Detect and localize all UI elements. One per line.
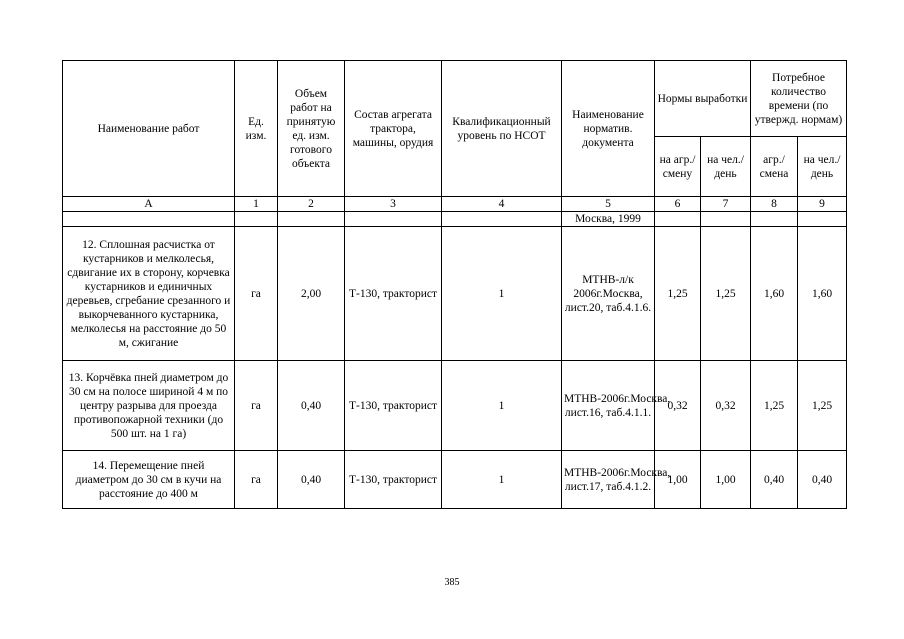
index-cell: 7 bbox=[701, 197, 751, 212]
place-row bbox=[63, 212, 847, 227]
header-unit: Ед. изм. bbox=[235, 61, 278, 197]
norm-person-day-cell: 0,32 bbox=[701, 361, 751, 451]
qualification-cell: 1 bbox=[442, 227, 562, 361]
norm-unit-shift-cell: 1,25 bbox=[655, 227, 701, 361]
table-row bbox=[63, 361, 847, 451]
empty-cell bbox=[798, 212, 847, 227]
qualification-cell: 1 bbox=[442, 451, 562, 509]
page-number: 385 bbox=[444, 577, 460, 588]
time-person-day-cell: 0,40 bbox=[798, 451, 847, 509]
norm-unit-shift-cell: 0,32 bbox=[655, 361, 701, 451]
header-person-day: на чел./ день bbox=[798, 137, 847, 197]
document-cell: МТНВ-л/к 2006г.Москва, лист.20, таб.4.1.6. bbox=[562, 227, 655, 361]
index-cell: 8 bbox=[751, 197, 798, 212]
place-cell: Москва, 1999 bbox=[562, 212, 655, 227]
index-cell: 4 bbox=[442, 197, 562, 212]
index-cell: 9 bbox=[798, 197, 847, 212]
empty-cell bbox=[63, 212, 235, 227]
composition-cell: Т-130, тракторист bbox=[345, 361, 442, 451]
empty-cell bbox=[278, 212, 345, 227]
index-cell: А bbox=[63, 197, 235, 212]
empty-cell bbox=[235, 212, 278, 227]
norm-unit-shift-cell: 1,00 bbox=[655, 451, 701, 509]
composition-cell: Т-130, тракторист bbox=[345, 227, 442, 361]
header-row-top bbox=[63, 61, 847, 137]
header-normative-doc: Наименование норматив. документа bbox=[562, 61, 655, 197]
header-volume: Объем работ на принятую ед. изм. готового объекта bbox=[278, 61, 345, 197]
header-output-norms: Нормы выработки bbox=[655, 61, 751, 137]
empty-cell bbox=[655, 212, 701, 227]
table-row bbox=[63, 451, 847, 509]
table-row bbox=[63, 227, 847, 361]
header-per-person-day: на чел./ день bbox=[701, 137, 751, 197]
empty-cell bbox=[701, 212, 751, 227]
empty-cell bbox=[345, 212, 442, 227]
time-person-day-cell: 1,60 bbox=[798, 227, 847, 361]
header-per-unit-shift: на агр./ смену bbox=[655, 137, 701, 197]
volume-cell: 0,40 bbox=[278, 361, 345, 451]
index-cell: 5 bbox=[562, 197, 655, 212]
norm-person-day-cell: 1,25 bbox=[701, 227, 751, 361]
norms-table bbox=[62, 60, 847, 509]
index-cell: 3 bbox=[345, 197, 442, 212]
unit-cell: га bbox=[235, 451, 278, 509]
norm-person-day-cell: 1,00 bbox=[701, 451, 751, 509]
qualification-cell: 1 bbox=[442, 361, 562, 451]
composition-cell: Т-130, тракторист bbox=[345, 451, 442, 509]
unit-cell: га bbox=[235, 361, 278, 451]
time-unit-shift-cell: 1,60 bbox=[751, 227, 798, 361]
header-unit-shift: агр./ смена bbox=[751, 137, 798, 197]
time-unit-shift-cell: 0,40 bbox=[751, 451, 798, 509]
time-person-day-cell: 1,25 bbox=[798, 361, 847, 451]
header-work-name: Наименование работ bbox=[63, 61, 235, 197]
header-composition: Состав агрегата трактора, машины, орудия bbox=[345, 61, 442, 197]
unit-cell: га bbox=[235, 227, 278, 361]
document-cell: МТНВ-2006г.Москва, лист.17, таб.4.1.2. bbox=[562, 451, 655, 509]
time-unit-shift-cell: 1,25 bbox=[751, 361, 798, 451]
header-qualification: Квалификационный уровень по НСОТ bbox=[442, 61, 562, 197]
index-row bbox=[63, 197, 847, 212]
work-description: 12. Сплошная расчистка от кустарников и мелколесья, сдвигание их в сторону, корчевка кустарников и единичных деревьев, сгребание срезанного и выкорчеванного кустарника, мелколесья на расстояние до 50 м, сжигание bbox=[63, 227, 235, 361]
index-cell: 2 bbox=[278, 197, 345, 212]
document-cell: МТНВ-2006г.Москва, лист.16, таб.4.1.1. bbox=[562, 361, 655, 451]
header-time-required: Потребное количество времени (по утвержд. нормам) bbox=[751, 61, 847, 137]
index-cell: 1 bbox=[235, 197, 278, 212]
index-cell: 6 bbox=[655, 197, 701, 212]
volume-cell: 0,40 bbox=[278, 451, 345, 509]
empty-cell bbox=[442, 212, 562, 227]
empty-cell bbox=[751, 212, 798, 227]
work-description: 13. Корчёвка пней диаметром до 30 см на полосе шириной 4 м по центру разрыва для проезда противопожарной техники (до 500 шт. на 1 га) bbox=[63, 361, 235, 451]
volume-cell: 2,00 bbox=[278, 227, 345, 361]
work-description: 14. Перемещение пней диаметром до 30 см в кучи на расстояние до 400 м bbox=[63, 451, 235, 509]
